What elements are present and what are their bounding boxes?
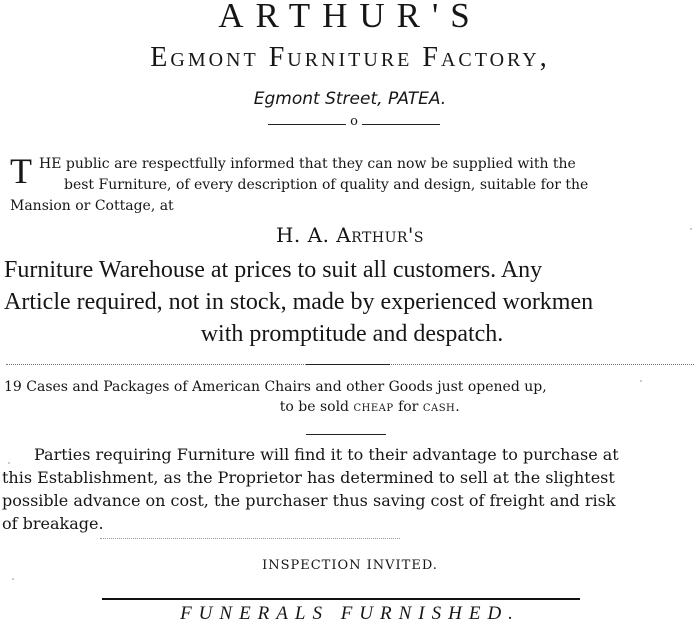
- cases-cash-text: cash.: [422, 399, 461, 415]
- ornament-divider: [268, 114, 440, 130]
- cases-notice: [4, 377, 696, 417]
- parties-paragraph: [2, 443, 700, 535]
- inspection-notice: INSPECTION INVITED.: [262, 558, 438, 573]
- warehouse-line-3: with promptitude and despatch.: [200, 321, 504, 347]
- cases-cheap-text: cheap: [353, 399, 394, 415]
- parties-line-4: of breakage.: [2, 514, 104, 533]
- ornament-line-right: [362, 124, 440, 125]
- funerals-notice: FUNERALS FURNISHED.: [180, 603, 520, 624]
- warehouse-line-2: Article required, not in stock, made by experienced workmen: [4, 289, 594, 315]
- cases-line-1: 19 Cases and Packages of American Chairs and other Goods just opened up,: [4, 379, 547, 395]
- funerals-top-rule: [102, 598, 580, 600]
- intro-line-3: Mansion or Cottage, at: [10, 198, 174, 214]
- ornament-circle: o: [350, 114, 358, 129]
- warehouse-line-1: Furniture Warehouse at prices to suit all customers. Any: [4, 257, 543, 283]
- warehouse-paragraph: [4, 254, 700, 350]
- intro-paragraph: [10, 151, 694, 217]
- breakage-divider-dotted: [100, 538, 400, 539]
- print-speck: [690, 228, 692, 230]
- section-divider-2: [306, 434, 386, 435]
- proprietor-name-text: H. A. Arthur's: [275, 223, 425, 247]
- drop-cap: T: [10, 151, 32, 191]
- print-speck: [8, 462, 10, 464]
- parties-line-1: Parties requiring Furniture will find it to their advantage to purchase at: [34, 445, 619, 464]
- section-divider-1: [306, 364, 390, 365]
- cases-line-2: [4, 397, 696, 417]
- factory-address: Egmont Street, PATEA.: [253, 89, 447, 109]
- cases-sold-text: to be sold: [279, 399, 350, 415]
- proprietor-name: [0, 222, 700, 248]
- intro-line-2: best Furniture, of every description of quality and design, suitable for the: [64, 177, 589, 193]
- print-speck: [640, 380, 642, 382]
- headline-title: ARTHUR'S: [218, 0, 482, 35]
- parties-line-2: this Establishment, as the Proprietor has determined to sell at the slightest: [2, 468, 615, 487]
- factory-name: Egmont Furniture Factory,: [150, 42, 550, 73]
- cases-for-text: for: [398, 399, 419, 415]
- ornament-line-left: [268, 124, 346, 125]
- print-speck: [12, 578, 14, 580]
- parties-line-3: possible advance on cost, the purchaser thus saving cost of freight and risk: [2, 491, 616, 510]
- intro-line-1: HE public are respectfully informed that they can now be supplied with the: [39, 156, 576, 172]
